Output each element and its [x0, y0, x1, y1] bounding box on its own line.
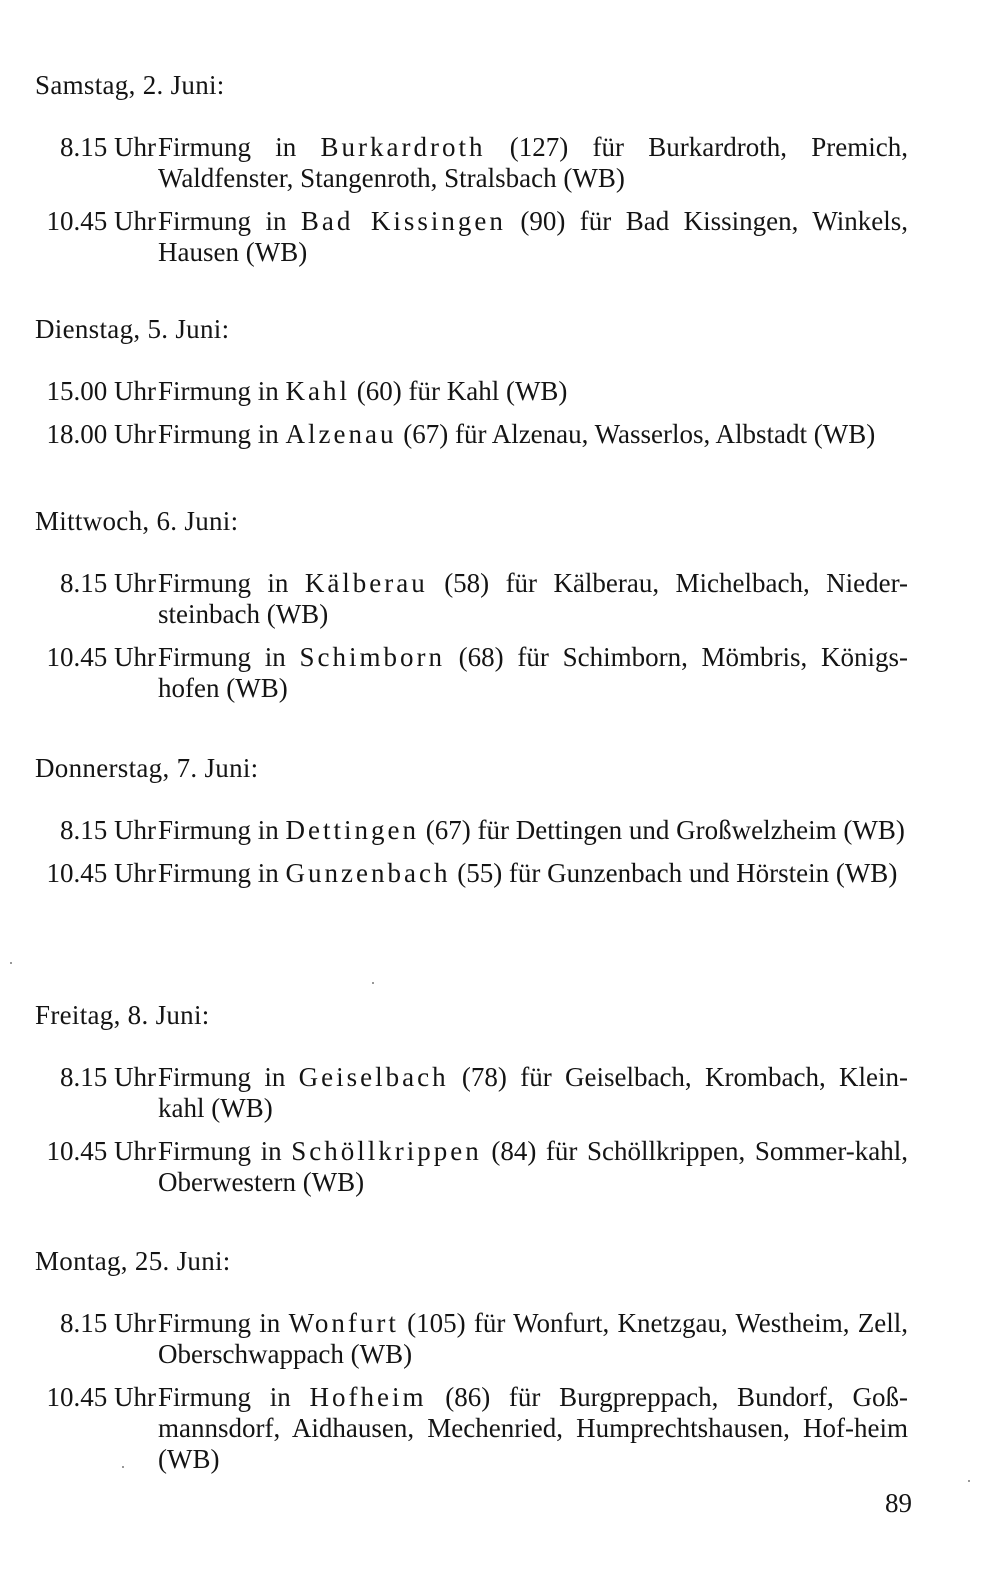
entry-prefix: Firmung in	[158, 206, 287, 236]
entry-time: 8.15 Uhr	[60, 132, 156, 162]
entry-place: Schöllkrippen	[291, 1136, 482, 1166]
schedule-entry	[35, 642, 908, 704]
entry-time: 8.15 Uhr	[60, 815, 156, 845]
entry-place: Alzenau	[285, 419, 397, 449]
entry-time: 10.45 Uhr	[46, 642, 156, 672]
entry-place: Schimborn	[299, 642, 445, 672]
entry-prefix: Firmung in	[158, 1062, 286, 1092]
entry-text	[158, 1062, 908, 1124]
schedule-entry	[35, 815, 908, 846]
day-section	[35, 753, 908, 901]
schedule-entry	[35, 568, 908, 630]
entry-time: 8.15 Uhr	[60, 1308, 156, 1338]
entry-text	[158, 419, 908, 450]
entry-details: (127) für Burkardroth, Premich, Waldfenster, Stangenroth, Stralsbach (WB)	[158, 132, 908, 193]
schedule-entry	[35, 419, 908, 450]
day-heading: Samstag, 2. Juni:	[35, 70, 225, 100]
day-heading: Dienstag, 5. Juni:	[35, 314, 230, 344]
entry-place: Geiselbach	[298, 1062, 449, 1092]
entry-time: 10.45 Uhr	[46, 1136, 156, 1166]
entry-text	[158, 376, 908, 407]
schedule-entry	[35, 1136, 908, 1198]
entry-prefix: Firmung in	[158, 1136, 282, 1166]
entry-time: 8.15 Uhr	[60, 568, 156, 598]
entry-text	[158, 206, 908, 268]
entry-place: Gunzenbach	[285, 858, 451, 888]
day-section	[35, 70, 908, 280]
entry-text	[158, 568, 908, 630]
entry-text	[158, 815, 908, 846]
entry-time: 10.45 Uhr	[46, 206, 156, 236]
entry-time: 15.00 Uhr	[46, 376, 156, 406]
entry-prefix: Firmung in	[158, 1382, 291, 1412]
entry-details: (67) für Dettingen und Großwelzheim (WB)	[425, 815, 905, 845]
entry-prefix: Firmung in	[158, 815, 279, 845]
entry-place: Hofheim	[309, 1382, 427, 1412]
day-section	[35, 1000, 908, 1210]
entry-details: (78) für Geiselbach, Krombach, Klein-kahl (WB)	[158, 1062, 908, 1123]
entry-prefix: Firmung in	[158, 419, 279, 449]
entry-text	[158, 858, 908, 889]
entry-time: 10.45 Uhr	[46, 858, 156, 888]
scan-speck	[372, 982, 374, 984]
scan-speck	[122, 1466, 124, 1468]
entry-details: (58) für Kälberau, Michelbach, Nieder-steinbach (WB)	[158, 568, 909, 629]
entry-details: (60) für Kahl (WB)	[356, 376, 568, 406]
entry-details: (67) für Alzenau, Wasserlos, Albstadt (WB)	[403, 419, 876, 449]
schedule-entry	[35, 1062, 908, 1124]
entry-details: (105) für Wonfurt, Knetzgau, Westheim, Zell, Oberschwappach (WB)	[158, 1308, 909, 1369]
day-section	[35, 506, 908, 716]
day-heading: Montag, 25. Juni:	[35, 1246, 231, 1276]
scan-speck	[968, 1480, 970, 1482]
page-number: 89	[885, 1488, 912, 1518]
entry-details: (86) für Burgpreppach, Bundorf, Goß-mannsdorf, Aidhausen, Mechenried, Humprechtshausen, Hof-heim (WB)	[158, 1382, 909, 1474]
entry-prefix: Firmung in	[158, 1308, 281, 1338]
day-section	[35, 1246, 908, 1487]
entry-prefix: Firmung in	[158, 858, 279, 888]
entry-time: 8.15 Uhr	[60, 1062, 156, 1092]
schedule-entry	[35, 1308, 908, 1370]
entry-place: Kahl	[285, 376, 350, 406]
entry-place: Kälberau	[304, 568, 428, 598]
day-heading: Donnerstag, 7. Juni:	[35, 753, 259, 783]
entry-text	[158, 1382, 908, 1475]
entry-time: 18.00 Uhr	[46, 419, 156, 449]
entry-details: (68) für Schimborn, Mömbris, Königs-hofen (WB)	[158, 642, 909, 703]
entry-place: Wonfurt	[288, 1308, 399, 1338]
entry-text	[158, 132, 908, 194]
day-heading: Freitag, 8. Juni:	[35, 1000, 210, 1030]
scan-speck	[10, 962, 12, 964]
entry-prefix: Firmung in	[158, 642, 286, 672]
entry-place: Bad Kissingen	[300, 206, 506, 236]
entry-details: (84) für Schöllkrippen, Sommer-kahl, Oberwestern (WB)	[158, 1136, 909, 1197]
schedule-entry	[35, 132, 908, 194]
entry-text	[158, 1136, 908, 1198]
day-heading: Mittwoch, 6. Juni:	[35, 506, 239, 536]
entry-place: Burkardroth	[320, 132, 486, 162]
entry-time: 10.45 Uhr	[46, 1382, 156, 1412]
entry-place: Dettingen	[285, 815, 419, 845]
schedule-entry	[35, 1382, 908, 1475]
schedule-entry	[35, 376, 908, 407]
schedule-entry	[35, 206, 908, 268]
entry-prefix: Firmung in	[158, 132, 297, 162]
entry-details: (55) für Gunzenbach und Hörstein (WB)	[457, 858, 898, 888]
day-section	[35, 314, 908, 462]
entry-text	[158, 642, 908, 704]
entry-text	[158, 1308, 908, 1370]
entry-prefix: Firmung in	[158, 568, 289, 598]
entry-prefix: Firmung in	[158, 376, 279, 406]
schedule-entry	[35, 858, 908, 889]
entry-details: (90) für Bad Kissingen, Winkels, Hausen (WB)	[158, 206, 908, 267]
